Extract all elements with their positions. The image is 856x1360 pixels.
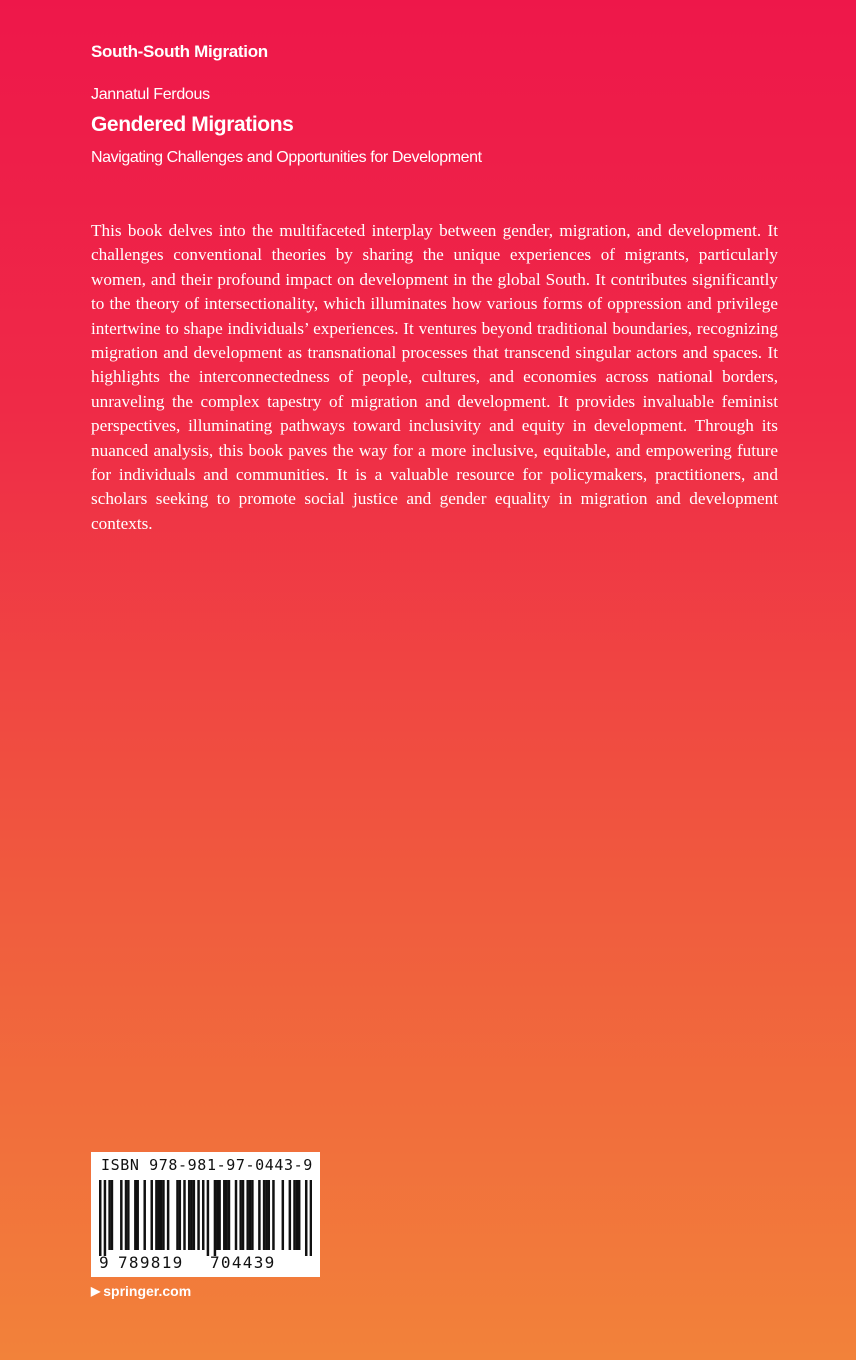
barcode-bar — [190, 1180, 192, 1250]
barcode-bar — [272, 1180, 274, 1250]
barcode-bar — [162, 1180, 164, 1250]
barcode-bar — [99, 1180, 101, 1256]
barcode-bar — [239, 1180, 241, 1250]
barcode-bar — [242, 1180, 244, 1250]
barcode-bar — [293, 1180, 295, 1250]
barcode-bar — [120, 1180, 122, 1250]
barcode-digit-lead: 9 — [99, 1253, 109, 1272]
barcode-bar — [104, 1180, 106, 1256]
barcode-bar — [305, 1180, 307, 1256]
barcode-bar — [235, 1180, 237, 1250]
barcode-bar — [223, 1180, 225, 1250]
barcode-box — [91, 1152, 320, 1277]
barcode-bar — [251, 1180, 253, 1250]
barcode-bar — [296, 1180, 298, 1250]
book-title: Gendered Migrations — [91, 113, 294, 136]
barcode-bar — [108, 1180, 110, 1250]
barcode-bar — [249, 1180, 251, 1250]
triangle-right-icon: ▶ — [91, 1284, 101, 1298]
barcode-bar — [214, 1180, 216, 1256]
author-name: Jannatul Ferdous — [91, 86, 210, 103]
barcode-bar — [265, 1180, 267, 1250]
barcode-bar — [218, 1180, 220, 1250]
barcode-bars — [99, 1180, 312, 1256]
barcode-bar — [183, 1180, 185, 1250]
barcode-bar — [188, 1180, 190, 1250]
barcode-bar — [111, 1180, 113, 1250]
barcode-bar — [225, 1180, 227, 1250]
barcode-bar — [246, 1180, 248, 1250]
barcode-digits — [99, 1253, 312, 1273]
barcode-bar — [193, 1180, 195, 1250]
publisher-link[interactable] — [91, 1283, 191, 1299]
blurb-text: This book delves into the multifaceted interplay between gender, migration, and development. It challenges conventional theories by sharing the unique experiences of migrants, particularly women, and their profound impact on development in the global South. It contributes significantly to the theory of intersectionality, which illuminates how various forms of oppression and privilege intertwine to shape individuals’ experiences. It ventures beyond traditional boundaries, recognizing migration and development as transnational processes that transcend singular actors and spaces. It highlights the interconnectedness of people, cultures, and economies across national borders, unraveling the complex tapestry of migration and development. It provides invaluable feminist perspectives, illuminating pathways toward inclusivity and equity in development. Through its nuanced analysis, this book paves the way for a more inclusive, equitable, and empowering future for individuals and communities. It is a valuable resource for policymakers, practitioners, and scholars seeking to promote social justice and gender equality in migration and development contexts. — [91, 221, 778, 533]
barcode-bar — [202, 1180, 204, 1250]
barcode-bar — [158, 1180, 160, 1250]
barcode-bar — [127, 1180, 129, 1250]
barcode-bar — [263, 1180, 265, 1250]
barcode-bar — [310, 1180, 312, 1256]
isbn-label: ISBN 978-981-97-0443-9 — [101, 1156, 313, 1174]
barcode-bar — [197, 1180, 199, 1250]
barcode-bar — [298, 1180, 300, 1250]
barcode-bar — [216, 1180, 218, 1250]
barcode-bar — [228, 1180, 230, 1250]
barcode-digits-right: 704439 — [210, 1253, 276, 1272]
barcode-bar — [125, 1180, 127, 1250]
barcode-bar — [207, 1180, 209, 1256]
barcode-bar — [136, 1180, 138, 1250]
barcode-bar — [176, 1180, 178, 1250]
barcode-bar — [268, 1180, 270, 1250]
barcode-bar — [155, 1180, 157, 1250]
publisher-url: springer.com — [103, 1283, 192, 1299]
barcode-bar — [282, 1180, 284, 1250]
series-name: South-South Migration — [91, 42, 268, 61]
barcode-bar — [258, 1180, 260, 1250]
barcode-bar — [289, 1180, 291, 1250]
barcode-digits-left: 789819 — [118, 1253, 184, 1272]
barcode-bar — [143, 1180, 145, 1250]
book-subtitle: Navigating Challenges and Opportunities for Development — [91, 149, 482, 166]
barcode-bar — [150, 1180, 152, 1250]
barcode-bar — [179, 1180, 181, 1250]
barcode-bar — [167, 1180, 169, 1250]
barcode-bar — [160, 1180, 162, 1250]
barcode-bar — [134, 1180, 136, 1250]
